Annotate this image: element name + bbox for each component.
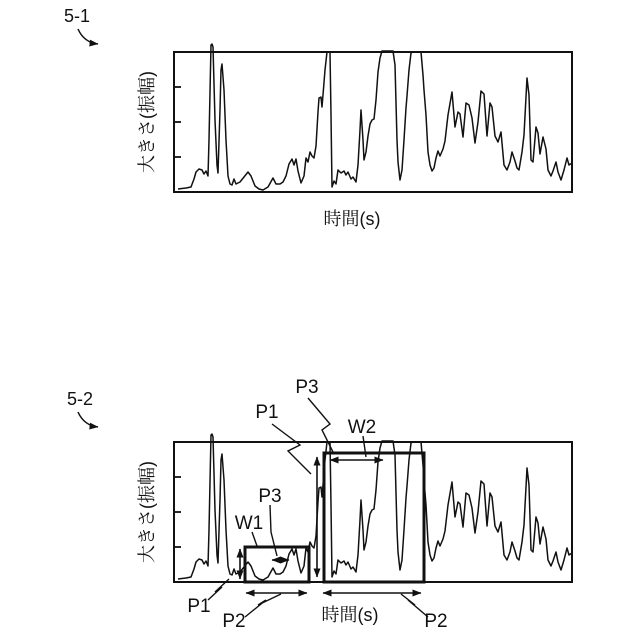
fig-5-1-waveform xyxy=(178,44,572,190)
fig1-tag-label: 5-1 xyxy=(64,6,91,26)
p3-top-label-leader xyxy=(308,398,333,452)
w2-label: W2 xyxy=(347,417,377,438)
text-layer xyxy=(64,6,448,632)
fig2-tag-label: 5-2 xyxy=(67,389,94,409)
p1-top-label-leader xyxy=(272,424,311,474)
w1-label-leader xyxy=(252,532,257,546)
fig1-y-axis-label: 大きさ(振幅) xyxy=(137,71,157,173)
fig-5-2-waveform xyxy=(178,434,572,580)
p2-left-label-leader xyxy=(245,594,281,617)
p3-top-label: P3 xyxy=(295,377,319,398)
fig2-x-axis-label: 時間(s) xyxy=(321,605,379,625)
fig1-x-axis-label: 時間(s) xyxy=(323,209,381,229)
w2-window-rect xyxy=(324,453,424,582)
p1-bottom-label: P1 xyxy=(187,596,211,617)
w1-label: W1 xyxy=(234,513,264,534)
fig2-y-axis-label: 大きさ(振幅) xyxy=(137,461,157,563)
p2-right-label: P2 xyxy=(424,611,448,632)
fig-5-1-tag-arrow-icon xyxy=(78,29,98,44)
p3-small-label: P3 xyxy=(258,486,282,507)
fig-5-2-tag-arrow-icon xyxy=(78,412,98,427)
fig-5-1-frame xyxy=(174,52,572,192)
p2-left-label: P2 xyxy=(222,611,246,632)
p1-top-label: P1 xyxy=(255,402,279,423)
fig-5-2-frame xyxy=(174,442,572,582)
